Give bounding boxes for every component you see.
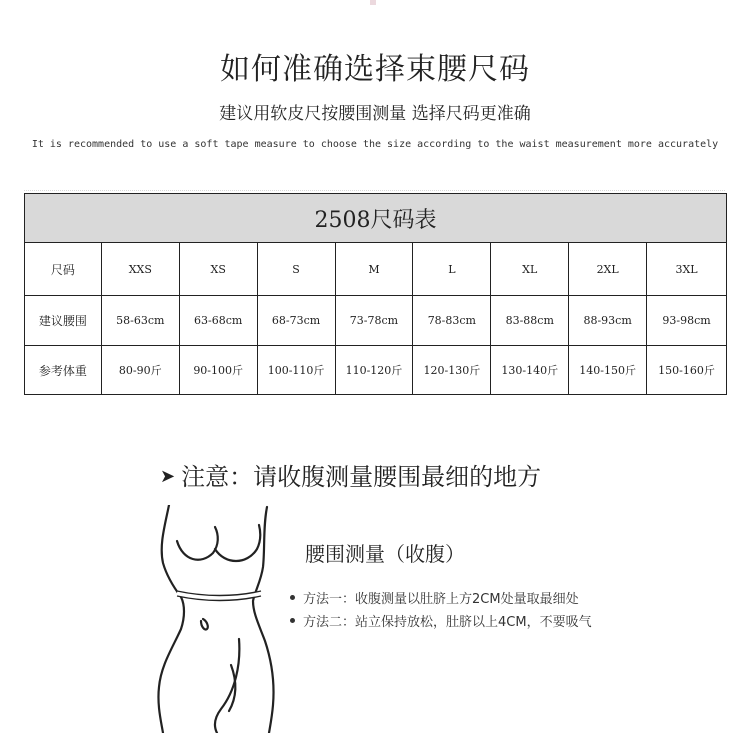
table-cell: 140-150斤 bbox=[569, 346, 647, 395]
table-row-weight bbox=[25, 346, 727, 395]
method-text: 方法二：站立保持放松，肚脐以上4CM，不要吸气 bbox=[303, 615, 592, 630]
table-cell: S bbox=[257, 243, 335, 296]
page-subtitle-english: It is recommended to use a soft tape measure to choose the size according to the waist measurement more accurately bbox=[31, 139, 719, 150]
table-row-label: 尺码 bbox=[25, 243, 102, 296]
top-decoration bbox=[370, 0, 376, 5]
table-cell: 88-93cm bbox=[569, 296, 647, 346]
table-cell: 73-78cm bbox=[335, 296, 413, 346]
table-header-row bbox=[25, 194, 727, 243]
table-cell: XS bbox=[179, 243, 257, 296]
table-cell: 83-88cm bbox=[491, 296, 569, 346]
table-cell: XL bbox=[491, 243, 569, 296]
page-subtitle: 建议用软皮尺按腰围测量 选择尺码更准确 bbox=[219, 104, 531, 124]
table-cell: 68-73cm bbox=[257, 296, 335, 346]
bullet-icon bbox=[290, 595, 295, 600]
table-cell: XXS bbox=[101, 243, 179, 296]
table-row-label: 建议腰围 bbox=[25, 296, 102, 346]
note-text: 注意：请收腹测量腰围最细的地方 bbox=[181, 463, 542, 491]
table-cell: 78-83cm bbox=[413, 296, 491, 346]
table-cell: 100-110斤 bbox=[257, 346, 335, 395]
method-text: 方法一：收腹测量以肚脐上方2CM处量取最细处 bbox=[303, 592, 579, 607]
page-title: 如何准确选择束腰尺码 bbox=[220, 52, 530, 87]
table-cell: 58-63cm bbox=[101, 296, 179, 346]
table-cell: M bbox=[335, 243, 413, 296]
table-cell: 80-90斤 bbox=[101, 346, 179, 395]
body-silhouette-illustration bbox=[155, 505, 285, 733]
table-cell: 93-98cm bbox=[647, 296, 727, 346]
table-cell: 130-140斤 bbox=[491, 346, 569, 395]
table-row-label: 参考体重 bbox=[25, 346, 102, 395]
measure-title: 腰围测量（收腹） bbox=[305, 542, 465, 566]
size-chart-table bbox=[24, 193, 727, 395]
table-cell: 110-120斤 bbox=[335, 346, 413, 395]
table-cell: 63-68cm bbox=[179, 296, 257, 346]
bullet-icon bbox=[290, 618, 295, 623]
table-cell: 2XL bbox=[569, 243, 647, 296]
method-item bbox=[290, 588, 579, 607]
table-cell: 90-100斤 bbox=[179, 346, 257, 395]
table-row-waist bbox=[25, 296, 727, 346]
note-heading bbox=[160, 457, 541, 492]
table-row-size bbox=[25, 243, 727, 296]
table-cell: 120-130斤 bbox=[413, 346, 491, 395]
arrow-right-icon: ➤ bbox=[160, 466, 176, 487]
divider bbox=[24, 190, 725, 191]
table-cell: L bbox=[413, 243, 491, 296]
table-cell: 150-160斤 bbox=[647, 346, 727, 395]
table-caption: 2508尺码表 bbox=[25, 194, 727, 243]
table-cell: 3XL bbox=[647, 243, 727, 296]
method-item bbox=[290, 611, 592, 630]
